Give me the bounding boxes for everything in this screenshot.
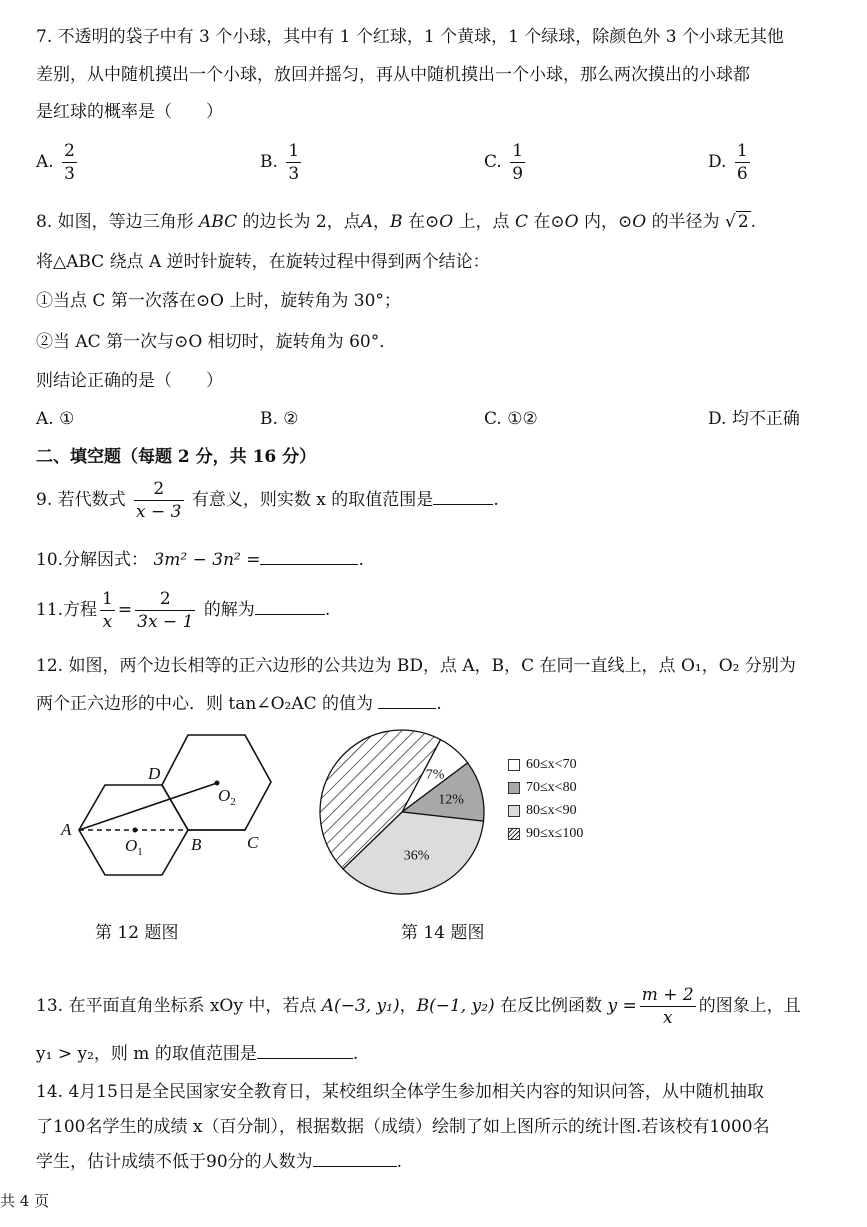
q7-line2: 差别，从中随机摸出一个小球，放回并摇匀，再从中随机摸出一个小球，那么两次摸出的小球都	[36, 65, 750, 85]
q7-option-c[interactable]: C. $\frac{1}{9}$	[484, 141, 524, 184]
q8-option-c[interactable]: C. ①②	[484, 409, 538, 429]
q14-answer-blank[interactable]	[313, 1150, 397, 1167]
legend-item-70-80: 70≤x<80	[508, 779, 577, 797]
q9-answer-blank[interactable]	[433, 488, 493, 505]
q8-conclusion1: ①当点 C 第一次落在⊙O 上时，旋转角为 30°；	[36, 291, 401, 311]
label-o1: $O_1$	[125, 836, 143, 858]
q7-option-d[interactable]: D. $\frac{1}{6}$	[708, 141, 748, 184]
q14-line1: 14. 4月15日是全民国家安全教育日，某校组织全体学生参加相关内容的知识问答，从中随机抽取	[36, 1082, 764, 1102]
pie-slice-80-90-label: 36%	[403, 848, 430, 864]
q7-line1: 7. 不透明的袋子中有 3 个小球，其中有 1 个红球，1 个黄球，1 个绿球，除颜色外 3 个小球无其他	[36, 27, 784, 47]
q8-option-b[interactable]: B. ②	[260, 409, 299, 429]
q14-line3: 学生，估计成绩不低于90分的人数为 .	[36, 1152, 403, 1172]
q8-line1: 8. 如图，等边三角形 ABC 的边长为 2，点A，B 在⊙O 上，点 C 在⊙O 内，⊙O 的半径为 √ 2 .	[36, 212, 757, 232]
section-heading: 二、填空题（每题 2 分，共 16 分）	[36, 447, 317, 467]
q11-answer-blank[interactable]	[255, 598, 325, 615]
q8-option-a[interactable]: A. ①	[36, 409, 75, 429]
q7-line3: 是红球的概率是（ ）	[36, 102, 223, 122]
q8-line2: 将△ABC 绕点 A 逆时针旋转，在旋转过程中得到两个结论：	[36, 252, 490, 272]
q12-line2: 两个正六边形的中心．则 tan∠O₂AC 的值为 .	[36, 694, 442, 714]
q9: 9. 若代数式 $\frac{2}{x - 3}$ 有意义，则实数 x 的取值范围是 .	[36, 479, 499, 522]
label-d: D	[148, 764, 161, 783]
label-a: A	[61, 820, 72, 839]
q10-answer-blank[interactable]	[260, 548, 358, 565]
legend-swatch	[508, 782, 520, 794]
q7-option-b[interactable]: B. $\frac{1}{3}$	[260, 141, 300, 184]
legend-item-90-100: 90≤x≤100	[508, 825, 583, 843]
pie-slice-70-80-label: 12%	[438, 792, 464, 808]
legend-swatch	[508, 759, 520, 771]
q8-line3: 则结论正确的是（ ）	[36, 371, 223, 391]
legend-item-60-70: 60≤x<70	[508, 756, 577, 774]
point-o1	[133, 828, 138, 833]
q8-option-d[interactable]: D. 均不正确	[708, 409, 800, 429]
q11: 11.方程 $\frac{1}{x}$ = $\frac{2}{3x - 1}$ 的解为 .	[36, 589, 331, 632]
sqrt-symbol: √ 2	[724, 212, 749, 232]
figure-12-hexagons	[55, 725, 295, 895]
legend-swatch	[508, 805, 520, 817]
label-c: C	[247, 833, 259, 852]
label-o2: $O_2$	[218, 786, 236, 808]
q10: 10.分解因式： 3m² − 3n² = .	[36, 550, 364, 570]
q8-conclusion2: ②当 AC 第一次与⊙O 相切时，旋转角为 60°．	[36, 332, 397, 352]
q13-line1: 13. 在平面直角坐标系 xOy 中，若点 A(−3, y₁)，B(−1, y₂) 在反比例函数 y = $\frac{m + 2}{x}$ 的图象上，且	[36, 985, 801, 1028]
legend-swatch	[508, 828, 520, 840]
q12-answer-blank[interactable]	[378, 692, 436, 709]
figure-14-pie-chart	[315, 728, 490, 898]
figure-12-caption: 第 12 题图	[95, 923, 179, 943]
q12-line1: 12. 如图，两个边长相等的正六边形的公共边为 BD，点 A，B，C 在同一直线上，点 O₁，O₂ 分别为	[36, 656, 796, 676]
q7-option-a[interactable]: A. $\frac{2}{3}$	[36, 141, 75, 184]
label-b: B	[191, 835, 202, 854]
figure-14-caption: 第 14 题图	[401, 923, 485, 943]
q13-answer-blank[interactable]	[257, 1042, 353, 1059]
point-o2	[215, 781, 220, 786]
legend-item-80-90: 80≤x<90	[508, 802, 577, 820]
q14-line2: 了100名学生的成绩 x（百分制），根据数据（成绩）绘制了如上图所示的统计图.若该校有1000名	[36, 1117, 770, 1137]
q13-line2: y₁ > y₂，则 m 的取值范围是 .	[36, 1044, 359, 1064]
pie-slice-60-70-label: 7%	[425, 767, 445, 783]
page-footer: 共 4 页	[0, 1192, 50, 1210]
line-a-o2	[79, 783, 217, 830]
